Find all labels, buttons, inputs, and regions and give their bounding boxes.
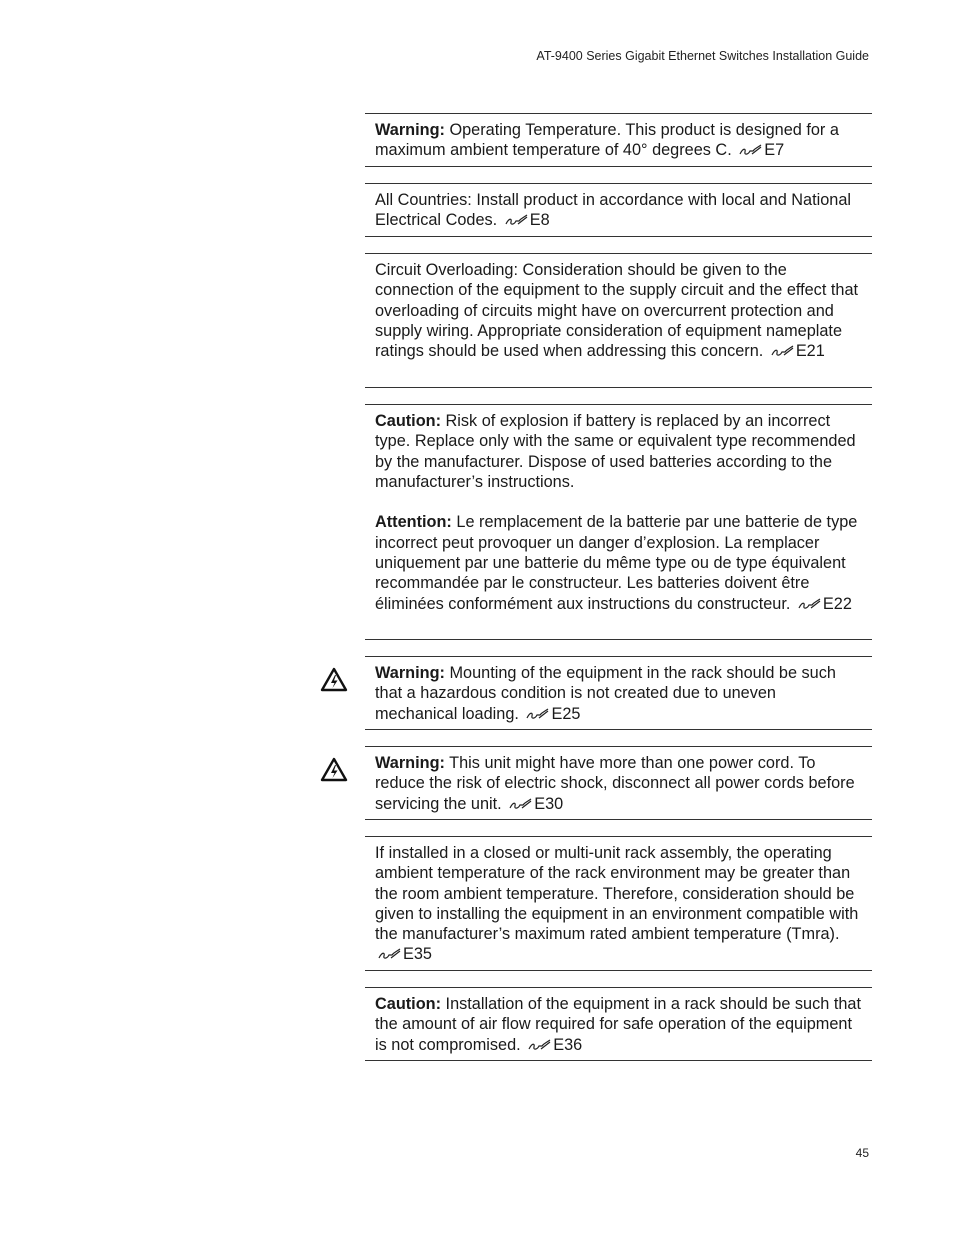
notice-code: E8: [529, 211, 550, 230]
pen-icon: [771, 345, 795, 357]
notice-code: E25: [551, 704, 581, 723]
notice-warning-power-cords: [365, 746, 872, 820]
notice-label: Warning:: [375, 121, 445, 139]
electrical-hazard-icon: [320, 757, 348, 782]
pen-icon: [505, 214, 529, 226]
notice-circuit-overloading: [365, 253, 872, 388]
pen-icon: [528, 1039, 552, 1051]
notice-code: E30: [534, 794, 564, 813]
notice-rack-temperature: [365, 836, 872, 971]
notice-label: Warning:: [375, 664, 445, 682]
notice-code: E22: [822, 594, 852, 613]
notice-electrical-codes: [365, 183, 872, 237]
page-number: 45: [855, 1146, 869, 1160]
notice-code: E7: [764, 141, 785, 160]
notice-code: E36: [553, 1035, 583, 1054]
notice-warning-temperature: [365, 113, 872, 167]
notice-text: Circuit Overloading: Consideration should be given to the connection of the equipment to the supply circuit and the effect that overloading of circuits might have on overcurrent protection and supply wiring. Appropriate consideration of equipment nameplate ratings should be used when addressing this concern.: [375, 261, 859, 361]
pen-icon: [798, 598, 822, 610]
notice-caution-battery: [365, 404, 872, 640]
electrical-hazard-icon: [320, 667, 348, 692]
notice-caution-air-flow: [365, 987, 872, 1061]
pen-icon: [378, 948, 402, 960]
pen-icon: [739, 144, 763, 156]
notice-warning-rack-loading: [365, 656, 872, 730]
notice-text: Risk of explosion if battery is replaced by an incorrect type. Replace only with the same or equivalent type recommended by the manufacturer. Dispose of used batteries according to the manufacturer’s instructions.: [375, 412, 856, 491]
notice-label: Warning:: [375, 754, 445, 772]
notice-code: E35: [403, 945, 432, 964]
notice-text: Installation of the equipment in a rack should be such that the amount of air flow required for safe operation of the equipment is not compromised.: [375, 995, 861, 1054]
notice-code: E21: [795, 342, 825, 361]
notice-label: Caution:: [375, 995, 442, 1013]
notice-text: All Countries: Install product in accordance with local and National Electrical Codes.: [375, 191, 852, 230]
pen-icon: [526, 708, 550, 720]
notice-label-fr: Attention:: [375, 513, 452, 532]
running-header: AT-9400 Series Gigabit Ethernet Switches Installation Guide: [536, 49, 869, 63]
pen-icon: [509, 798, 533, 810]
notice-text: This unit might have more than one power cord. To reduce the risk of electric shock, disconnect all power cords before servicing the unit.: [375, 754, 855, 813]
notice-text: Mounting of the equipment in the rack should be such that a hazardous condition is not created due to uneven mechanical loading.: [375, 664, 836, 723]
notice-text: Operating Temperature. This product is designed for a maximum ambient temperature of 40° degrees C.: [375, 121, 839, 160]
notice-label: Caution:: [375, 412, 442, 430]
notice-text: If installed in a closed or multi-unit rack assembly, the operating ambient temperature of the rack environment may be greater than the room ambient temperature. Therefore, consideration should be given to installing the equipment in an environment compatible with the manufacturer’s maximum rated ambient temperature (Tmra).: [375, 844, 859, 944]
notice-text-fr: Le remplacement de la batterie par une batterie de type incorrect peut provoquer un danger d’explosion. La remplacer uniquement par une batterie du même type ou de type équivalent recommandée par le constructeur. Les batteries doivent être éliminées conformément aux instructions du constructeur.: [375, 513, 858, 613]
